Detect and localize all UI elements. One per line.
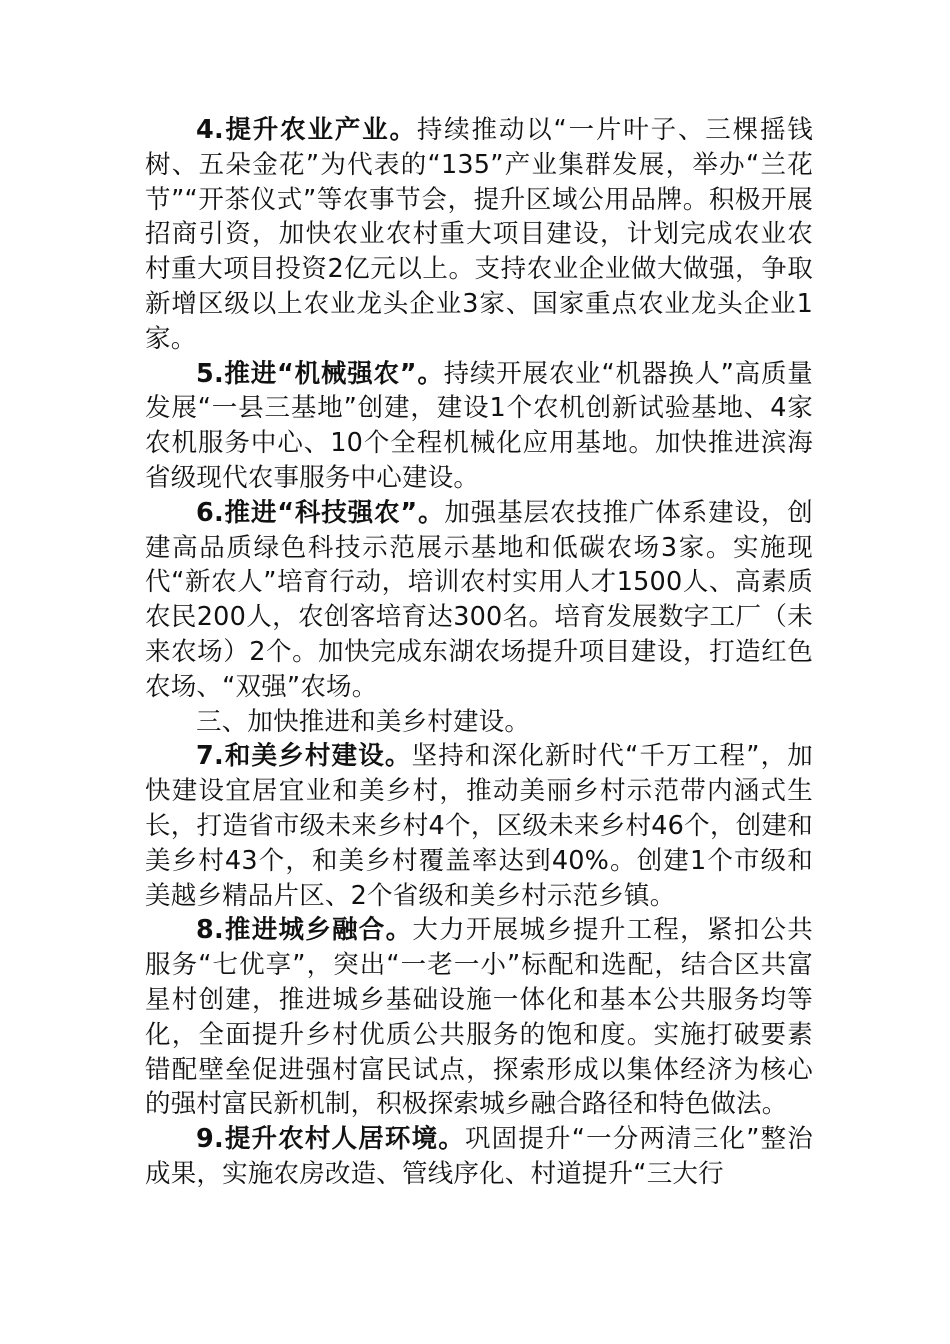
paragraph-4 <box>145 113 813 357</box>
paragraph-body: 持续推动以“一片叶子、三棵摇钱树、五朵金花”为代表的“135”产业集群发展，举办“兰花节”“开茶仪式”等农事节会，提升区域公用品牌。积极开展招商引资，加快农业农村重大项目建设，计划完成农业农村重大项目投资2亿元以上。支持农业企业做大做强，争取新增区级以上农业龙头企业3家、国家重点农业龙头企业1家。 <box>145 115 813 354</box>
paragraph-lead: 4.提升农业产业。 <box>196 115 417 145</box>
paragraph-lead: 7.和美乡村建设。 <box>196 741 412 772</box>
paragraph-body: 大力开展城乡提升工程，紧扣公共服务“七优享”，突出“一老一小”标配和选配，结合区共富星村创建，推进城乡基础设施一体化和基本公共服务均等化，全面提升乡村优质公共服务的饱和度。实施打破要素错配壁垒促进强村富民试点，探索形成以集体经济为核心的强村富民新机制，积极探索城乡融合路径和特色做法。 <box>145 915 813 1120</box>
paragraph-6 <box>145 496 813 705</box>
paragraph-body: 加强基层农技推广体系建设，创建高品质绿色科技示范展示基地和低碳农场3家。实施现代“新农人”培育行动，培训农村实用人才1500人、高素质农民200人，农创客培育达300名。培育发展数字工厂（未来农场）2个。加快完成东湖农场提升项目建设，打造红色农场、“双强”农场。 <box>145 497 813 702</box>
paragraph-9 <box>145 1122 813 1192</box>
paragraph-7 <box>145 739 813 913</box>
paragraph-lead: 6.推进“科技强农”。 <box>196 497 445 528</box>
document-page <box>145 113 813 1192</box>
paragraph-body: 坚持和深化新时代“千万工程”，加快建设宜居宜业和美乡村，推动美丽乡村示范带内涵式生长，打造省市级未来乡村4个，区级未来乡村46个，创建和美乡村43个，和美乡村覆盖率达到40%。创建1个市级和美越乡精品片区、2个省级和美乡村示范乡镇。 <box>145 741 813 911</box>
paragraph-body: 巩固提升“一分两清三化”整治成果，实施农房改造、管线序化、村道提升“三大行 <box>145 1124 813 1189</box>
section-heading: 三、加快推进和美乡村建设。 <box>196 706 531 737</box>
paragraph-body: 持续开展农业“机器换人”高质量发展“一县三基地”创建，建设1个农机创新试验基地、4家农机服务中心、10个全程机械化应用基地。加快推进滨海省级现代农事服务中心建设。 <box>145 358 813 493</box>
paragraph-lead: 8.推进城乡融合。 <box>196 915 413 946</box>
paragraph-lead: 5.推进“机械强农”。 <box>196 358 444 389</box>
paragraph-8 <box>145 913 813 1122</box>
paragraph-5 <box>145 357 813 496</box>
paragraph-lead: 9.提升农村人居环境。 <box>196 1124 465 1155</box>
